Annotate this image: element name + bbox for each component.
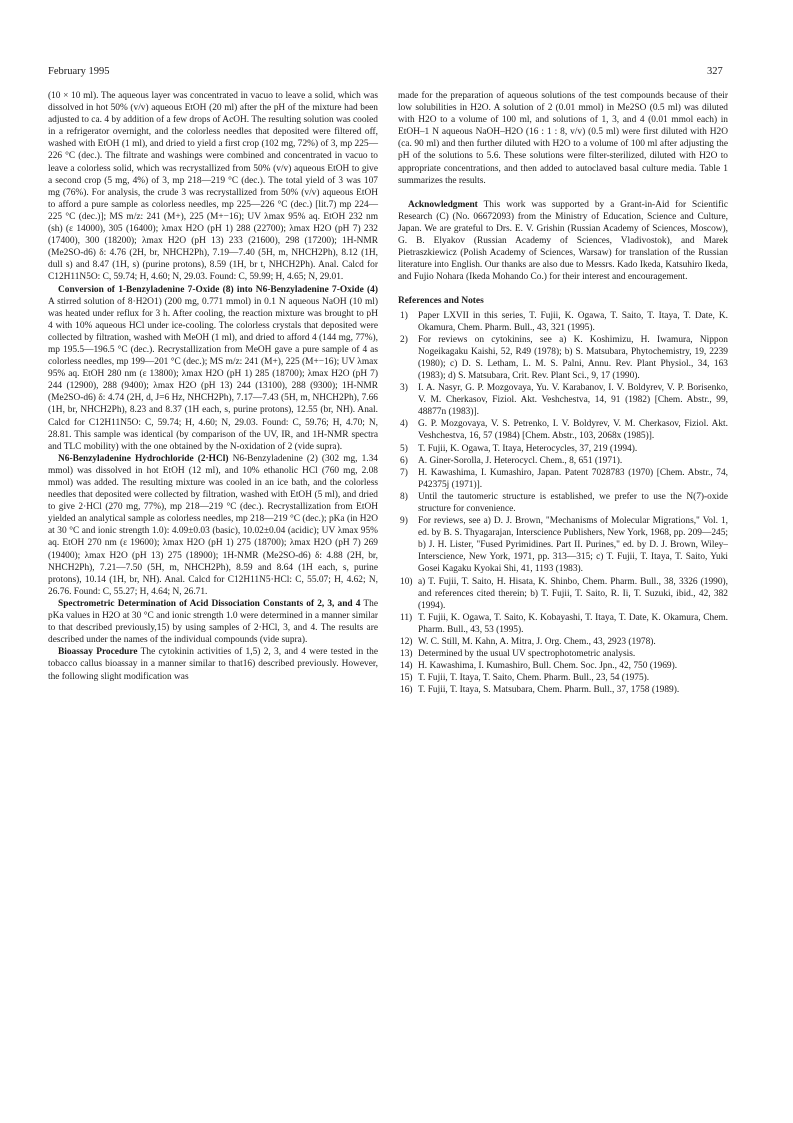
reference-item — [398, 612, 728, 636]
reference-text: G. P. Mozgovaya, V. S. Petrenko, I. V. Boldyrev, V. M. Cherkasov, Fiziol. Akt. Veshchestva, 16, 57 (1984) [Chem. Abstr., 103, 2068x (1985)]. — [418, 419, 728, 442]
reference-text: Until the tautomeric structure is established, we prefer to use the N(7)-oxide structure for convenience. — [418, 491, 728, 514]
reference-number: 13) — [400, 649, 413, 660]
reference-number: 9) — [400, 516, 408, 527]
reference-text: H. Kawashima, I. Kumashiro, Japan. Patent 7028783 (1970) [Chem. Abstr., 74, P42375j (1971)]. — [418, 467, 728, 490]
reference-number: 8) — [400, 491, 408, 502]
reference-item — [398, 382, 728, 418]
running-header-date: February 1995 — [48, 66, 110, 77]
reference-text: For reviews on cytokinins, see a) K. Koshimizu, H. Iwamura, Nippon Nogeikagaku Kaishi, 52, R49 (1978); b) S. Matsubara, Phytochemistry, 19, 2239 (1980); c) D. S. Letham, L. M. S. Palni, Annu. Rev. Plant Physiol., 34, 163 (1983); d) S. Matsubara, Crit. Rev. Plant Sci., 9, 17 (1990). — [418, 334, 728, 381]
reference-number: 14) — [400, 661, 413, 672]
reference-number: 7) — [400, 467, 408, 478]
paragraph — [48, 598, 378, 646]
reference-text: Determined by the usual UV spectrophotometric analysis. — [418, 649, 636, 660]
reference-item — [398, 310, 728, 334]
reference-item — [398, 334, 728, 382]
reference-text: H. Kawashima, I. Kumashiro, Bull. Chem. Soc. Jpn., 42, 750 (1969). — [418, 661, 678, 672]
section-heading: Conversion of 1-Benzyladenine 7-Oxide (8) into N6-Benzyladenine 7-Oxide (4) — [58, 284, 378, 295]
reference-number: 11) — [400, 612, 413, 623]
reference-item — [398, 455, 728, 467]
paragraph-text: The cytokinin activities of 1,5) 2, 3, and 4 were tested in the tobacco callus bioassay in a manner similar to that16) described previously. However, the following slight modification was — [48, 647, 378, 682]
paragraph: (10 × 10 ml). The aqueous layer was concentrated in vacuo to leave a solid, which was dissolved in hot 50% (v/v) aqueous EtOH (20 ml) after the pH of the mixture had been adjusted to ca. 4 by addition of a few drops of AcOH. The resulting solution was cooled in a refrigerator overnight, and the colorless needles that deposited were filtered off, washed with EtOH (1 ml), and dried to yield a first crop (102 mg, 72%) of 3, mp 225—226 °C (dec.). The filtrate and washings were combined and concentrated in vacuo to leave a colorless solid, which was recrystallized from 50% (v/v) aqueous EtOH to give a second crop (5 mg, 4%) of 3, mp 218—219 °C (dec.). The total yield of 3 was 107 mg (76%). For analysis, the crude 3 was recrystallized from 50% (v/v) aqueous EtOH to afford a pure sample as colorless needles, mp 225—226 °C (dec.) [lit.7) mp 224—225 °C (dec.)]; MS m/z: 241 (M+), 225 (M+−16); UV λmax 95% aq. EtOH 232 nm (sh) (ε 14000), 305 (16400); λmax H2O (pH 1) 288 (22700); λmax H2O (pH 7) 232 (17400), 300 (18200); λmax H2O (pH 13) 233 (21600), 298 (17200); 1H-NMR (Me2SO-d6) δ: 4.76 (2H, br, NHCH2Ph), 7.19—7.40 (5H, m, NHCH2Ph), 8.12 (1H, dull s) and 8.47 (1H, s) (purine protons), 8.59 (1H, br t, NHCH2Ph). Anal. Calcd for C12H11N5O: C, 59.74; H, 4.60; N, 29.03. Found: C, 59.99; H, 4.65; N, 29.01. — [48, 91, 378, 283]
reference-item — [398, 443, 728, 455]
reference-text: A. Giner-Sorolla, J. Heterocycl. Chem., 8, 651 (1971). — [418, 455, 623, 466]
page-number: 327 — [707, 66, 723, 77]
reference-item — [398, 491, 728, 515]
right-text-column — [398, 90, 728, 697]
reference-item — [398, 515, 728, 575]
reference-text: Paper LXVII in this series, T. Fujii, K. Ogawa, T. Saito, T. Itaya, T. Date, K. Okamura, Chem. Pharm. Bull., 43, 321 (1995). — [418, 310, 728, 333]
reference-text: T. Fujii, T. Itaya, S. Matsubara, Chem. Pharm. Bull., 37, 1758 (1989). — [418, 685, 680, 696]
acknowledgment — [398, 199, 728, 284]
reference-text: W. C. Still, M. Kahn, A. Mitra, J. Org. Chem., 43, 2923 (1978). — [418, 637, 656, 648]
section-heading: Spectrometric Determination of Acid Dissociation Constants of 2, 3, and 4 — [58, 598, 361, 609]
reference-number: 1) — [400, 310, 408, 321]
reference-item — [398, 576, 728, 612]
reference-text: For reviews, see a) D. J. Brown, "Mechanisms of Molecular Migrations," Vol. 1, ed. by B. S. Thyagarajan, Interscience Publishers, New York, 1968, pp. 209—245; b) J. H. Lister, "Fused Pyrimidines. Part II. Purines," ed. by D. J. Brown, Wiley–Interscience, New York, 1971, pp. 313—315; c) T. Fujii, T. Itaya, T. Saito, Yuki Gosei Kagaku Kyokai Shi, 41, 1193 (1983). — [418, 516, 728, 575]
reference-number: 12) — [400, 637, 413, 648]
reference-item — [398, 418, 728, 442]
reference-text: T. Fujii, K. Ogawa, T. Itaya, Heterocycles, 37, 219 (1994). — [418, 443, 638, 454]
reference-number: 3) — [400, 383, 408, 394]
paragraph — [48, 453, 378, 598]
paragraph: made for the preparation of aqueous solutions of the test compounds because of their low solubilities in H2O. A solution of 2 (0.01 mmol) in Me2SO (0.5 ml) was diluted with H2O to a volume of 100 ml, and solutions of 1, 3, and 4 (0.01 mmol each) in EtOH–1 N aqueous NaOH–H2O (16 : 1 : 8, v/v) (0.5 ml) were first diluted with H2O (ca. 90 ml) and then further diluted with H2O to a volume of 100 ml after adjusting the pH of the solutions to 5.6. These solutions were filter-sterilized, diluted with H2O to appropriate concentrations, and then added to autoclaved basal culture media. Table 1 summarizes the results. — [398, 91, 728, 186]
reference-number: 15) — [400, 673, 413, 684]
reference-item — [398, 672, 728, 684]
paragraph-text: N6-Benzyladenine (2) (302 mg, 1.34 mmol) was dissolved in hot EtOH (12 ml), and 10% ethanolic HCl (760 mg, 2.08 mmol) was added. The resulting mixture was cooled in an ice bath, and the colorless needles that deposited were collected by filtration, washed with EtOH (5 ml), and dried to give 2·HCl (270 mg, 77%), mp 218—219 °C (dec.). Recrystallization from EtOH yielded an analytical sample as colorless needles, mp 218—219 °C (dec.); pKa (in H2O at 30 °C and ionic strength 1.0): 4.09±0.03 (basic), 10.02±0.04 (acidic); UV λmax 95% aq. EtOH 270 nm (ε 19600); λmax H2O (pH 1) 275 (18700); λmax H2O (pH 7) 269 (19400); λmax H2O (pH 13) 275 (18900); 1H-NMR (Me2SO-d6) δ: 4.88 (2H, br, NHCH2Ph), 7.21—7.50 (5H, m, NHCH2Ph), 8.59 and 8.64 (1H each, s, purine protons), 10.14 (1H, br, NH). Anal. Calcd for C12H11N5·HCl: C, 55.07; H, 4.62; N, 26.76. Found: C, 55.27; H, 4.64; N, 26.71. — [48, 453, 378, 597]
paragraph — [48, 284, 378, 453]
acknowledgment-text: This work was supported by a Grant-in-Aid for Scientific Research (C) (No. 06672093) from the Ministry of Education, Science and Culture, Japan. We are grateful to Drs. E. V. Grishin (Russian Academy of Sciences, Moscow), G. B. Elyakov (Russian Academy of Sciences, Vladivostok), and Marek Pietraszkiewicz (Polish Academy of Sciences, Warsaw) for translation of the Russian literature into English. Our thanks are also due to Messrs. Kado Ikeda, Katsuhiro Ikeda, and Fujio Nohara (Ikeda Mohando Co.) for their interest and encouragement. — [398, 199, 728, 283]
paragraph — [48, 646, 378, 682]
reference-item — [398, 467, 728, 491]
reference-text: a) T. Fujii, T. Saito, H. Hisata, K. Shinbo, Chem. Pharm. Bull., 38, 3326 (1990), and references cited therein; b) T. Fujii, T. Saito, R. Ii, T. Suzuki, ibid., 42, 382 (1994). — [418, 576, 728, 611]
references-list — [398, 310, 728, 697]
references-heading: References and Notes — [398, 296, 484, 307]
reference-number: 10) — [400, 576, 413, 587]
paragraph-text: The pKa values in H2O at 30 °C and ionic strength 1.0 were determined in a manner similar to that described previously,15) by using samples of 2·HCl, 3, and 4. The results are described under the names of the individual compounds (vide supra). — [48, 598, 378, 646]
reference-number: 6) — [400, 455, 408, 466]
left-text-column — [48, 90, 378, 683]
reference-item — [398, 636, 728, 648]
reference-item — [398, 684, 728, 696]
reference-number: 5) — [400, 443, 408, 454]
section-heading: N6-Benzyladenine Hydrochloride (2·HCl) — [58, 453, 229, 464]
section-heading: Bioassay Procedure — [58, 647, 138, 658]
reference-item — [398, 648, 728, 660]
reference-text: T. Fujii, T. Itaya, T. Saito, Chem. Pharm. Bull., 23, 54 (1975). — [418, 673, 650, 684]
reference-text: T. Fujii, K. Ogawa, T. Saito, K. Kobayashi, T. Itaya, T. Date, K. Okamura, Chem. Pharm. Bull., 43, 53 (1995). — [418, 612, 728, 635]
reference-number: 2) — [400, 334, 408, 345]
reference-number: 16) — [400, 685, 413, 696]
reference-text: I. A. Nasyr, G. P. Mozgovaya, Yu. V. Karabanov, I. V. Boldyrev, V. P. Borisenko, V. M. Cherkasov, Fiziol. Akt. Veshchestva, 14, 91 (1982) [Chem. Abstr., 99, 48877n (1983)]. — [418, 383, 728, 418]
reference-item — [398, 660, 728, 672]
reference-number: 4) — [400, 419, 408, 430]
acknowledgment-heading: Acknowledgment — [408, 199, 478, 210]
paragraph-text: A stirred solution of 8·H2O1) (200 mg, 0.771 mmol) in 0.1 N aqueous NaOH (10 ml) was heated under reflux for 3 h. After cooling, the reaction mixture was brought to pH 4 with 10% aqueous HCl under ice-cooling. The colorless crystals that deposited were collected by filtration, washed with MeOH (1 ml), and dried to afford 4 (144 mg, 77%), mp 195.5—196.5 °C (dec.). Recrystallization from MeOH gave a pure sample of 4 as colorless needles, mp 199—201 °C (dec.); MS m/z: 241 (M+), 225 (M+−16); UV λmax 95% aq. EtOH 280 nm (ε 13800); λmax H2O (pH 1) 285 (18700); λmax H2O (pH 7) 244 (12900), 288 (9400); λmax H2O (pH 13) 244 (13100), 288 (9300); 1H-NMR (Me2SO-d6) δ: 4.74 (2H, d, J=6 Hz, NHCH2Ph), 7.17—7.43 (5H, m, NHCH2Ph), 7.66 (1H, br, NHCH2Ph), 8.23 and 8.37 (1H each, s, purine protons), 12.55 (br, NH). Anal. Calcd for C12H11N5O: C, 59.74; H, 4.60; N, 29.03. Found: C, 59.76; H, 4.70; N, 28.81. This sample was identical (by comparison of the UV, IR, and 1H-NMR spectra and TLC mobility) with the one obtained by the N-oxidation of 2 (vide supra). — [48, 296, 378, 452]
